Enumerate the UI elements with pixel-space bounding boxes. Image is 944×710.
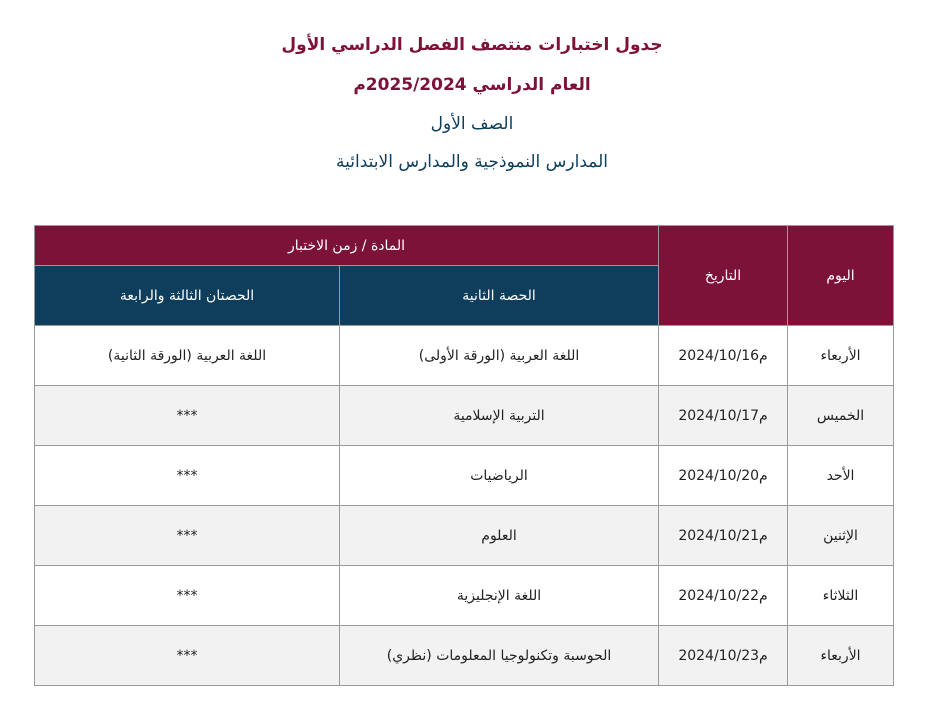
cell-period2: العلوم <box>340 506 659 566</box>
cell-date: 2024/10/23م <box>659 626 788 686</box>
cell-period2: اللغة الإنجليزية <box>340 566 659 626</box>
table-row <box>35 626 894 686</box>
table-row <box>35 566 894 626</box>
cell-day: الأحد <box>788 446 894 506</box>
table-header-row <box>35 226 894 266</box>
cell-period34: *** <box>35 506 340 566</box>
table-row <box>35 506 894 566</box>
cell-period2: اللغة العربية (الورقة الأولى) <box>340 326 659 386</box>
table-row <box>35 386 894 446</box>
cell-day: الأربعاء <box>788 326 894 386</box>
cell-period34: *** <box>35 446 340 506</box>
column-header-date: التاريخ <box>659 226 788 326</box>
exam-schedule-table <box>34 225 894 686</box>
table-row <box>35 446 894 506</box>
cell-period2: الحوسبة وتكنولوجيا المعلومات (نظري) <box>340 626 659 686</box>
cell-date: 2024/10/16م <box>659 326 788 386</box>
cell-date: 2024/10/20م <box>659 446 788 506</box>
cell-period34: *** <box>35 626 340 686</box>
cell-date: 2024/10/22م <box>659 566 788 626</box>
schools-label: المدارس النموذجية والمدارس الابتدائية <box>336 152 608 172</box>
cell-date: 2024/10/21م <box>659 506 788 566</box>
cell-period2: الرياضيات <box>340 446 659 506</box>
column-header-period34: الحصتان الثالثة والرابعة <box>35 266 340 326</box>
grade-label: الصف الأول <box>430 114 514 134</box>
cell-day: الإثنين <box>788 506 894 566</box>
cell-period34: *** <box>35 386 340 446</box>
column-header-period2: الحصة الثانية <box>340 266 659 326</box>
cell-period34: *** <box>35 566 340 626</box>
cell-day: الخميس <box>788 386 894 446</box>
document-title: جدول اختبارات منتصف الفصل الدراسي الأول <box>281 35 663 55</box>
column-header-day: اليوم <box>788 226 894 326</box>
cell-period34: اللغة العربية (الورقة الثانية) <box>35 326 340 386</box>
column-header-subject-group: المادة / زمن الاختبار <box>35 226 659 266</box>
cell-period2: التربية الإسلامية <box>340 386 659 446</box>
academic-year: العام الدراسي 2025/2024م <box>353 75 591 95</box>
table-row <box>35 326 894 386</box>
cell-day: الثلاثاء <box>788 566 894 626</box>
cell-date: 2024/10/17م <box>659 386 788 446</box>
cell-day: الأربعاء <box>788 626 894 686</box>
